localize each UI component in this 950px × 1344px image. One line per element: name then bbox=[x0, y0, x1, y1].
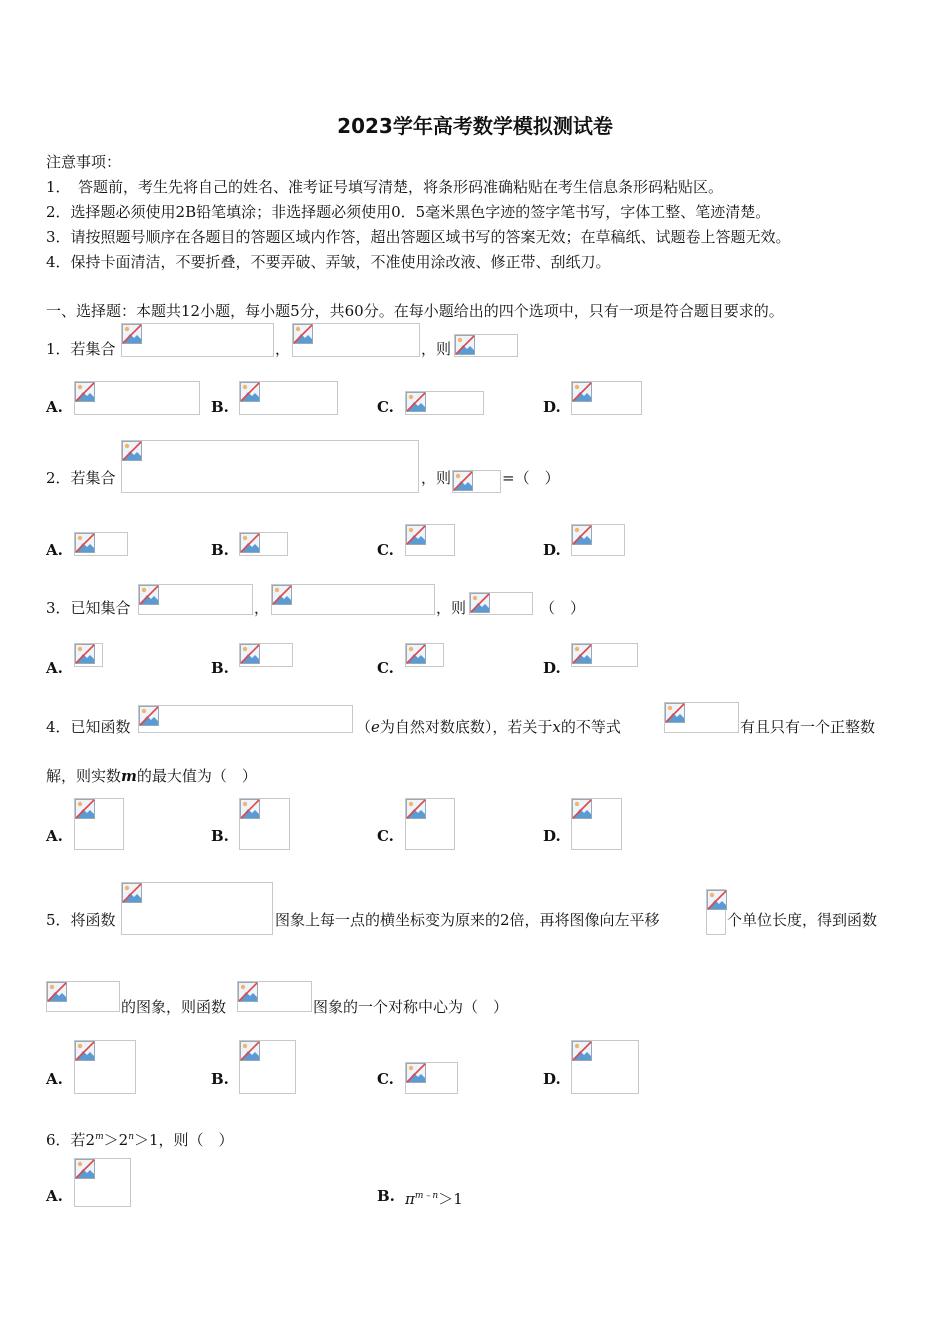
option-b-label: B. bbox=[211, 659, 229, 677]
broken-image-icon bbox=[470, 593, 490, 613]
broken-image-icon bbox=[75, 1041, 95, 1061]
formula-image bbox=[46, 981, 120, 1012]
formula-image bbox=[121, 323, 274, 357]
option-d-label: D. bbox=[543, 1070, 561, 1088]
q4-tail: 有且只有一个正整数 bbox=[740, 718, 876, 736]
broken-image-icon bbox=[572, 382, 592, 402]
broken-image-icon bbox=[406, 799, 426, 819]
q2-then: ，则 bbox=[421, 469, 452, 487]
broken-image-icon bbox=[406, 392, 426, 412]
option-b-label: B. bbox=[211, 398, 229, 416]
option-b-image bbox=[239, 643, 293, 667]
q5-tail: 个单位长度，得到函数 bbox=[727, 911, 878, 929]
option-c-image bbox=[405, 524, 455, 556]
option-c-image bbox=[405, 643, 444, 667]
broken-image-icon bbox=[272, 585, 292, 605]
option-b-label: B. bbox=[211, 541, 229, 559]
broken-image-icon bbox=[293, 324, 313, 344]
broken-image-icon bbox=[139, 706, 159, 726]
option-a-label: A. bbox=[46, 659, 63, 677]
q2-prefix: 2．若集合 bbox=[46, 469, 116, 487]
option-a-label: A. bbox=[46, 541, 63, 559]
broken-image-icon bbox=[240, 382, 260, 402]
page-title: 2023学年高考数学模拟测试卷 bbox=[337, 114, 613, 138]
broken-image-icon bbox=[572, 525, 592, 545]
formula-image bbox=[469, 592, 533, 615]
option-d-image bbox=[571, 1040, 639, 1094]
option-c-label: C. bbox=[377, 398, 394, 416]
option-b-label: B. bbox=[377, 1187, 395, 1205]
broken-image-icon bbox=[75, 382, 95, 402]
formula-image bbox=[271, 584, 435, 615]
option-c-image bbox=[405, 1062, 458, 1094]
formula-image bbox=[454, 334, 518, 357]
q4-condition: （e为自然对数底数），若关于x的不等式 bbox=[356, 718, 621, 736]
broken-image-icon bbox=[75, 799, 95, 819]
formula-image bbox=[138, 584, 253, 615]
option-b-label: B. bbox=[211, 1070, 229, 1088]
option-d-image bbox=[571, 643, 638, 667]
option-b-label: B. bbox=[211, 827, 229, 845]
q6-stem: 6．若$2^m>2^n>1$，则（ ） bbox=[46, 1131, 234, 1149]
notice-item: 4．保持卡面清洁，不要折叠，不要弄破、弄皱，不准使用涂改液、修正带、刮纸刀。 bbox=[46, 253, 611, 271]
broken-image-icon bbox=[453, 471, 473, 491]
broken-image-icon bbox=[572, 1041, 592, 1061]
notice-item: 3．请按照题号顺序在各题目的答题区域内作答，超出答题区域书写的答案无效；在草稿纸、试题卷上答题无效。 bbox=[46, 228, 791, 246]
option-b-image bbox=[239, 532, 288, 556]
q3-tail: （ ） bbox=[540, 599, 586, 617]
q2-tail: =（ ） bbox=[502, 469, 560, 487]
broken-image-icon bbox=[240, 1041, 260, 1061]
broken-image-icon bbox=[240, 533, 260, 553]
notice-item: 1． 答题前，考生先将自己的姓名、准考证号填写清楚，将条形码准确粘贴在考生信息条形码粘贴区。 bbox=[46, 178, 724, 196]
broken-image-icon bbox=[75, 1159, 95, 1179]
option-a-image bbox=[74, 532, 128, 556]
q4-line2: 解，则实数m的最大值为（ ） bbox=[46, 767, 257, 785]
option-c-label: C. bbox=[377, 541, 394, 559]
formula-image bbox=[664, 702, 739, 733]
option-a-image bbox=[74, 798, 124, 850]
broken-image-icon bbox=[122, 883, 142, 903]
option-b-image bbox=[239, 381, 338, 415]
option-d-label: D. bbox=[543, 659, 561, 677]
option-c-label: C. bbox=[377, 659, 394, 677]
broken-image-icon bbox=[75, 644, 95, 664]
option-b-image bbox=[239, 1040, 296, 1094]
q1-then: ，则 bbox=[421, 340, 452, 358]
q3-sep: ， bbox=[254, 599, 270, 617]
broken-image-icon bbox=[572, 799, 592, 819]
broken-image-icon bbox=[406, 525, 426, 545]
formula-image bbox=[138, 705, 353, 733]
q5-prefix: 5．将函数 bbox=[46, 911, 116, 929]
q1-sep: ， bbox=[275, 340, 291, 358]
formula-image bbox=[121, 882, 273, 935]
q1-prefix: 1．若集合 bbox=[46, 340, 116, 358]
option-b-image bbox=[239, 798, 290, 850]
q5-line2a: 的图象，则函数 bbox=[121, 998, 227, 1016]
q5-line2b: 图象的一个对称中心为（ ） bbox=[313, 998, 509, 1016]
option-a-image bbox=[74, 381, 200, 415]
option-a-label: A. bbox=[46, 827, 63, 845]
option-a-label: A. bbox=[46, 1187, 63, 1205]
broken-image-icon bbox=[47, 982, 67, 1002]
q4-prefix: 4．已知函数 bbox=[46, 718, 131, 736]
broken-image-icon bbox=[238, 982, 258, 1002]
option-d-image bbox=[571, 798, 622, 850]
option-d-label: D. bbox=[543, 541, 561, 559]
notice-heading: 注意事项： bbox=[46, 153, 122, 171]
q3-prefix: 3．已知集合 bbox=[46, 599, 131, 617]
broken-image-icon bbox=[122, 441, 142, 461]
q5-mid: 图象上每一点的横坐标变为原来的2倍，再将图像向左平移 bbox=[275, 911, 660, 929]
option-a-image bbox=[74, 1158, 131, 1207]
option-d-image bbox=[571, 381, 642, 415]
notice-item: 2．选择题必须使用2B铅笔填涂；非选择题必须使用0．5毫米黑色字迹的签字笔书写，字体工整、笔迹清楚。 bbox=[46, 203, 771, 221]
broken-image-icon bbox=[122, 324, 142, 344]
broken-image-icon bbox=[406, 644, 426, 664]
option-c-image bbox=[405, 798, 455, 850]
formula-image bbox=[237, 981, 312, 1012]
broken-image-icon bbox=[455, 335, 475, 355]
option-d-image bbox=[571, 524, 625, 556]
broken-image-icon bbox=[139, 585, 159, 605]
broken-image-icon bbox=[665, 703, 685, 723]
formula-image bbox=[706, 889, 726, 935]
broken-image-icon bbox=[406, 1063, 426, 1083]
formula-image bbox=[452, 470, 501, 493]
section-heading: 一、选择题：本题共12小题，每小题5分，共60分。在每小题给出的四个选项中，只有一项是符合题目要求的。 bbox=[46, 302, 784, 320]
option-b-formula: $\pi^{m﹣n}>1$ bbox=[405, 1190, 463, 1208]
option-c-label: C. bbox=[377, 1070, 394, 1088]
option-a-label: A. bbox=[46, 1070, 63, 1088]
option-a-image bbox=[74, 643, 103, 667]
formula-image bbox=[292, 323, 420, 357]
broken-image-icon bbox=[240, 799, 260, 819]
option-d-label: D. bbox=[543, 398, 561, 416]
option-d-label: D. bbox=[543, 827, 561, 845]
formula-image bbox=[121, 440, 419, 493]
broken-image-icon bbox=[240, 644, 260, 664]
broken-image-icon bbox=[572, 644, 592, 664]
q3-then: ，则 bbox=[436, 599, 467, 617]
option-c-image bbox=[405, 391, 484, 415]
broken-image-icon bbox=[75, 533, 95, 553]
broken-image-icon bbox=[707, 890, 727, 910]
option-a-label: A. bbox=[46, 398, 63, 416]
option-a-image bbox=[74, 1040, 136, 1094]
option-c-label: C. bbox=[377, 827, 394, 845]
